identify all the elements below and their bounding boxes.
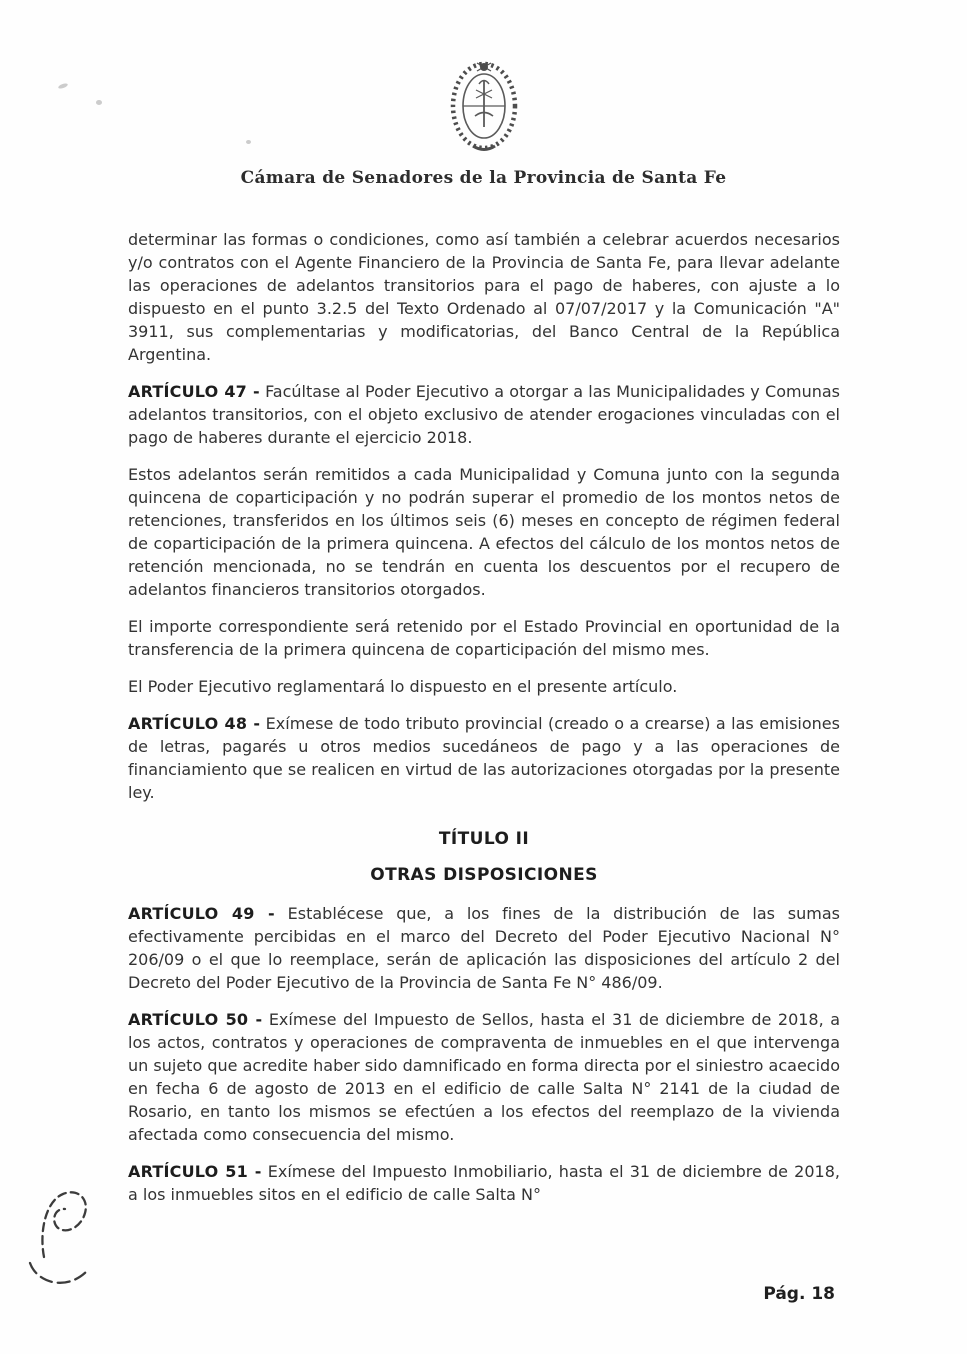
article-51-text: Exímese del Impuesto Inmobiliario, hasta el 31 de diciembre de 2018, a los inmuebles sitos en el edificio de calle Salta N° (128, 1162, 840, 1204)
article-47-text: Facúltase al Poder Ejecutivo a otorgar a las Municipalidades y Comunas adelantos transitorios, con el objeto exclusivo de atender erogaciones vinculadas con el pago de haberes durante el ejercicio 2018. (128, 382, 840, 447)
article-47-paragraph-2-text: Estos adelantos serán remitidos a cada Municipalidad y Comuna junto con la segunda quincena de coparticipación y no podrán superar el promedio de los montos netos de retenciones, transferidos en los últimos seis (6) meses en concepto de régimen federal de coparticipación de la primera quincena. A efectos del cálculo de los montos netos de retención mencionada, no se tendrán en cuenta los descuentos por el recupero de adelantos financieros transitorios otorgados. (128, 465, 840, 599)
article-47-paragraph-3 (128, 615, 840, 661)
document-body (128, 228, 840, 1220)
article-47-paragraph-4-text: El Poder Ejecutivo reglamentará lo dispuesto en el presente artículo. (128, 677, 678, 696)
article-50-label: ARTÍCULO 50 - (128, 1010, 263, 1029)
scan-artifact (246, 140, 251, 144)
article-48-text: Exímese de todo tributo provincial (creado o a crearse) a las emisiones de letras, pagarés u otros medios sucedáneos de pago y a las operaciones de financiamiento que se realicen en virtud de las autorizaciones otorgadas por la presente ley. (128, 714, 840, 802)
article-48-label: ARTÍCULO 48 - (128, 714, 261, 733)
article-51-label: ARTÍCULO 51 - (128, 1162, 262, 1181)
institution-title: Cámara de Senadores de la Provincia de Santa Fe (240, 168, 727, 188)
article-49-paragraph (128, 902, 840, 994)
document-header (0, 0, 967, 188)
scan-artifact (96, 100, 102, 105)
article-50-text: Exímese del Impuesto de Sellos, hasta el 31 de diciembre de 2018, a los actos, contratos y operaciones de compraventa de inmuebles en el que intervenga un sujeto que acredite haber sido damnificado en forma directa por el siniestro acaecido en fecha 6 de agosto de 2013 en el edificio de calle Salta N° 2141 de la ciudad de Rosario, en tanto los mismos se efectúen a los efectos del reemplazo de la vivienda afectada como consecuencia del mismo. (128, 1010, 840, 1144)
article-47-paragraph-3-text: El importe correspondiente será retenido por el Estado Provincial en oportunidad de la transferencia de la primera quincena de coparticipación del mismo mes. (128, 617, 840, 659)
page-number: Pág. 18 (763, 1284, 835, 1304)
article-48-paragraph (128, 712, 840, 804)
handwritten-initial-mark (20, 1183, 98, 1305)
titulo-ii-heading: TÍTULO II (438, 829, 530, 849)
paragraph-continuation-text: determinar las formas o condiciones, como así también a celebrar acuerdos necesarios y/o contratos con el Agente Financiero de la Provincia de Santa Fe, para llevar adelante las operaciones de adelantos transitorios para el pago de haberes, con ajuste a lo dispuesto en el punto 3.2.5 del Texto Ordenado al 07/07/2017 y la Comunicación "A" 3911, sus complementarias y modificatorias, del Banco Central de la República Argentina. (128, 230, 840, 364)
article-49-text: Establécese que, a los fines de la distribución de las sumas efectivamente percibidas en el marco del Decreto del Poder Ejecutivo Nacional N° 206/09 o el que lo reemplace, serán de aplicación las disposiciones del artículo 2 del Decreto del Poder Ejecutivo de la Provincia de Santa Fe N° 486/09. (128, 904, 841, 992)
article-49-label: ARTÍCULO 49 - (128, 904, 275, 923)
article-50-paragraph (128, 1008, 840, 1146)
paragraph-continuation (128, 228, 840, 366)
article-47-paragraph-4 (128, 675, 840, 698)
article-47-label: ARTÍCULO 47 - (128, 382, 260, 401)
article-51-paragraph (128, 1160, 840, 1206)
article-47-paragraph (128, 380, 840, 449)
otras-disposiciones-heading: OTRAS DISPOSICIONES (370, 865, 598, 885)
article-47-paragraph-2 (128, 463, 840, 601)
coat-of-arms-icon (0, 56, 967, 152)
